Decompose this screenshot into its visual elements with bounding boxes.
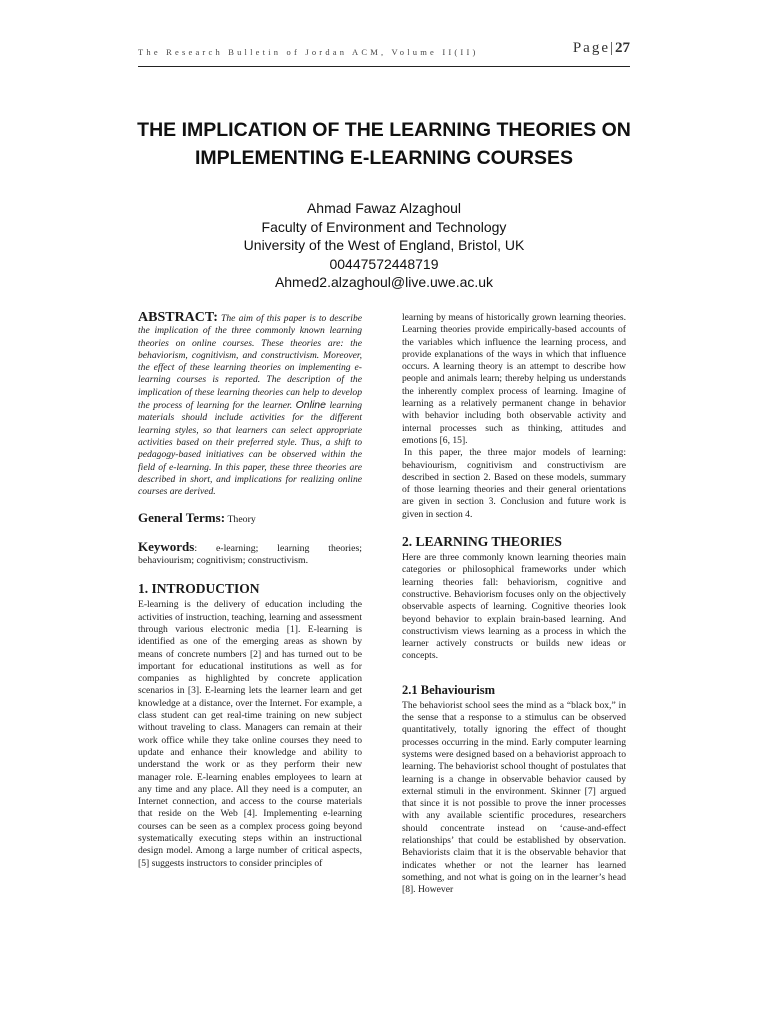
page-separator: | <box>609 40 615 56</box>
learning-theories-heading: 2. LEARNING THEORIES <box>402 534 562 550</box>
behaviourism-text: The behaviorist school sees the mind as a “black box,” in the sense that a response to a stimulus can be observed quantitatively, totally ignoring the effect of thought processes occurring in the mind. Early computer learning systems were designed based on a behaviorist approach to learning. The behaviorist school thought of postulates that learning is a change in observable behavior caused by external stimuli in the environment. Skinner [7] argued that since it is not possible to prove the inner processes with any available scientific procedures, researchers should concentrate instead on ‘cause-and-effect relationships’ that could be established by observation. Behaviorists claim that it is the observable behavior that indicates whether or not the learner has learned something, and not what is going on in the learner’s head [8]. However <box>402 699 626 896</box>
running-header <box>138 38 630 67</box>
outline-text: In this paper, the three major models of learning: behaviourism, cognitivism and constructivism are described in section 2. Based on these models, summary of those learning theories and their general orientations are given in section 3. Conclusion and future work is given in section 4. <box>402 447 626 520</box>
author-university: University of the West of England, Bristol, UK <box>243 237 525 253</box>
abstract-text-1: The aim of this paper is to describe the implication of the three commonly known learning theories on online courses. These theories are: the behaviorism, cognitivism, and constructivism. Moreover, the effect of these learning theories on implementing e-learning courses is reported. The description of the implication of these learning theories can help to develop the process of learning for the learner. <box>138 313 363 412</box>
abstract-heading: ABSTRACT <box>138 310 214 325</box>
learning-theories-text: Here are three commonly known learning theories main categories or philosophical frameworks under which learning theories fall: behaviorism, cognitive and constructive. Behaviorism focuses only on the objectively observable aspects of learning. Cognitive theories look beyond behavior to explain brain-based learning. And constructivism views learning as a process in which the learner actively constructs or builds new ideas or concepts. <box>402 552 626 662</box>
abstract-online-word: Online <box>295 399 326 412</box>
author-email: Ahmed2.alzaghoul@live.uwe.ac.uk <box>274 274 494 290</box>
author-phone: 00447572448719 <box>329 255 439 272</box>
keywords-heading: Keywords <box>138 538 195 554</box>
abstract-text-2: learning materials should include activities for the different learning styles, so that learners can select appropriate activities based on their preferred style. Thus, a shift to pedagogy-based initiatives can be observed within the field of e-learning. In this paper, these three theories are described in short, and implications for realizing online courses are derived. <box>138 400 362 498</box>
author-block <box>120 199 648 292</box>
keywords <box>138 538 362 568</box>
general-terms-colon: : <box>220 510 226 526</box>
keywords-value: : e-learning; learning theories; behaviourism; cognitivism; constructivism. <box>138 542 362 567</box>
continuation-text: learning by means of historically grown learning theories. Learning theories provide empirically-based accounts of the variables which influence the learning process, and provide explanations of the ways in which that influence occurs. A learning theory is an attempt to describe how people and animals learn; thereby helping us understands the inherently complex process of learning. Imagine of learning as a relatively permanent change in behavior with behavior including both observable activity and internal processes such as thinking, attitudes and emotions [6, 15]. <box>402 312 626 446</box>
running-title: The Research Bulletin of Jordan ACM, Volume II(II) <box>138 47 479 57</box>
general-terms-heading: General Terms <box>138 510 221 526</box>
general-terms-value: Theory <box>227 514 256 526</box>
page-number: 27 <box>615 40 630 56</box>
author-name: Ahmad Fawaz Alzaghoul <box>306 200 462 216</box>
right-column <box>402 312 626 896</box>
introduction-heading: 1. INTRODUCTION <box>138 581 260 597</box>
general-terms <box>138 512 362 526</box>
page-number-label <box>573 40 630 57</box>
paper-title: THE IMPLICATION OF THE LEARNING THEORIES ON IMPLEMENTING E-LEARNING COURSES <box>137 119 631 169</box>
left-column <box>138 312 362 870</box>
abstract-colon: : <box>213 310 218 325</box>
author-affiliation: Faculty of Environment and Technology <box>261 218 507 235</box>
introduction-text: E-learning is the delivery of education including the activities of instruction, teaching, learning and assessment through various electronic media [1]. E-learning is identified as one of the emerging areas as shown by means of concrete numbers [2] and has turned out to be important for educational institutions as well as for companies as highlighted by concrete application scenarios in [3]. E-learning lets the learner learn and get knowledge at a distance, over the Internet. For example, a class student can get real-time training on new subject without traveling to class. Managers can remain at their work office while they take online courses they need to update and enhance their knowledge and ability to understand the work or as they perform their new manager role. E-learning enables employees to learn at any time and any place. All they need is a computer, an Internet connection, and access to the course materials that reside on the Web [4]. Implementing e-learning courses can be seen as a complex process going beyond systematically executing steps within an instructional design model. Among a large number of critical aspects, [5] suggests instructors to consider principles of <box>138 599 362 869</box>
abstract <box>138 312 362 498</box>
behaviourism-heading: 2.1 Behaviourism <box>402 682 496 697</box>
page-word: Page <box>572 40 610 56</box>
